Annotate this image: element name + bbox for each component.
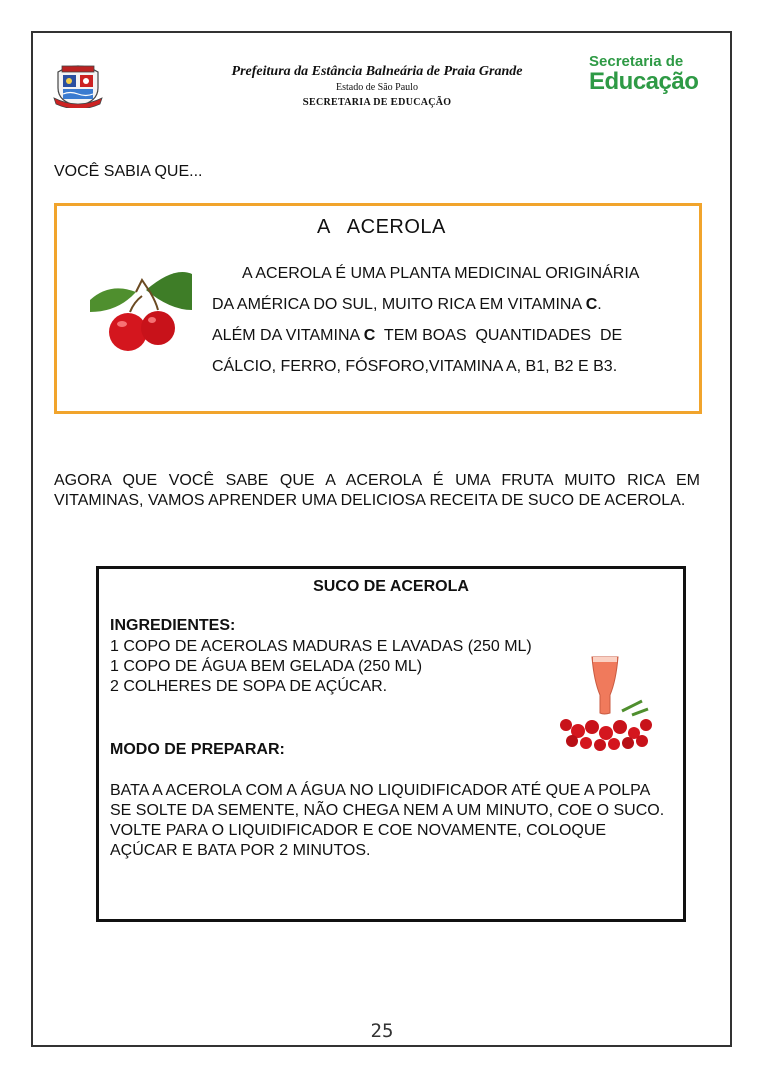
acerola-description: A ACEROLA É UMA PLANTA MEDICINAL ORIGINÁRIA DA AMÉRICA DO SUL, MUITO RICA EM VITAMINA C. ALÉM DA VITAMINA C TEM BOAS QUANTIDADES DE CÁLCIO, FERRO, FÓSFORO,VITAMINA A, B1, B2 E B3. [212,265,640,375]
method-text [110,781,675,861]
acerola-info-box [54,203,702,414]
list-item: 1 COPO DE ACEROLAS MADURAS E LAVADAS (250 ML) [110,638,532,655]
ingredients-list [110,637,532,697]
intro-paragraph: AGORA QUE VOCÊ SABE QUE A ACEROLA É UMA FRUTA MUITO RICA EM VITAMINAS, VAMOS APRENDER UMA DELICIOSA RECEITA DE SUCO DE ACEROLA. [54,472,700,509]
recipe-title: SUCO DE ACEROLA [313,578,469,595]
list-item: 1 COPO DE ÁGUA BEM GELADA (250 ML) [110,658,423,675]
municipal-crest-icon [52,58,104,108]
method-label: MODO DE PREPARAR: [110,741,285,758]
secretaria-educacao-logo [589,54,701,94]
header-department: SECRETARIA DE EDUCAÇÃO [302,96,452,108]
recipe-box [96,566,686,922]
method-step: BATA A ACEROLA COM A ÁGUA NO LIQUIDIFICADOR ATÉ QUE A POLPA SE SOLTE DA SEMENTE, NÃO CHEGA NEM A UM MINUTO, COE O SUCO. [110,782,665,819]
logo-line-2: Educação [589,68,699,95]
acerola-juice-image [552,651,662,755]
acerola-fruit-image [90,252,192,372]
logo-line-1: Secretaria de [589,53,684,70]
acerola-title: A ACEROLA [317,216,446,238]
intro-heading: VOCÊ SABIA QUE... [54,163,203,180]
page-number: 25 [370,1020,394,1042]
header-state: Estado de São Paulo [336,82,418,93]
document-header [0,0,764,120]
ingredients-label: INGREDIENTES: [110,617,236,634]
header-text-block [180,64,574,108]
header-title: Prefeitura da Estância Balneária de Praia Grande [231,64,523,79]
method-step: VOLTE PARA O LIQUIDIFICADOR E COE NOVAMENTE, COLOQUE AÇÚCAR E BATA POR 2 MINUTOS. [110,822,607,859]
list-item: 2 COLHERES DE SOPA DE AÇÚCAR. [110,678,388,695]
